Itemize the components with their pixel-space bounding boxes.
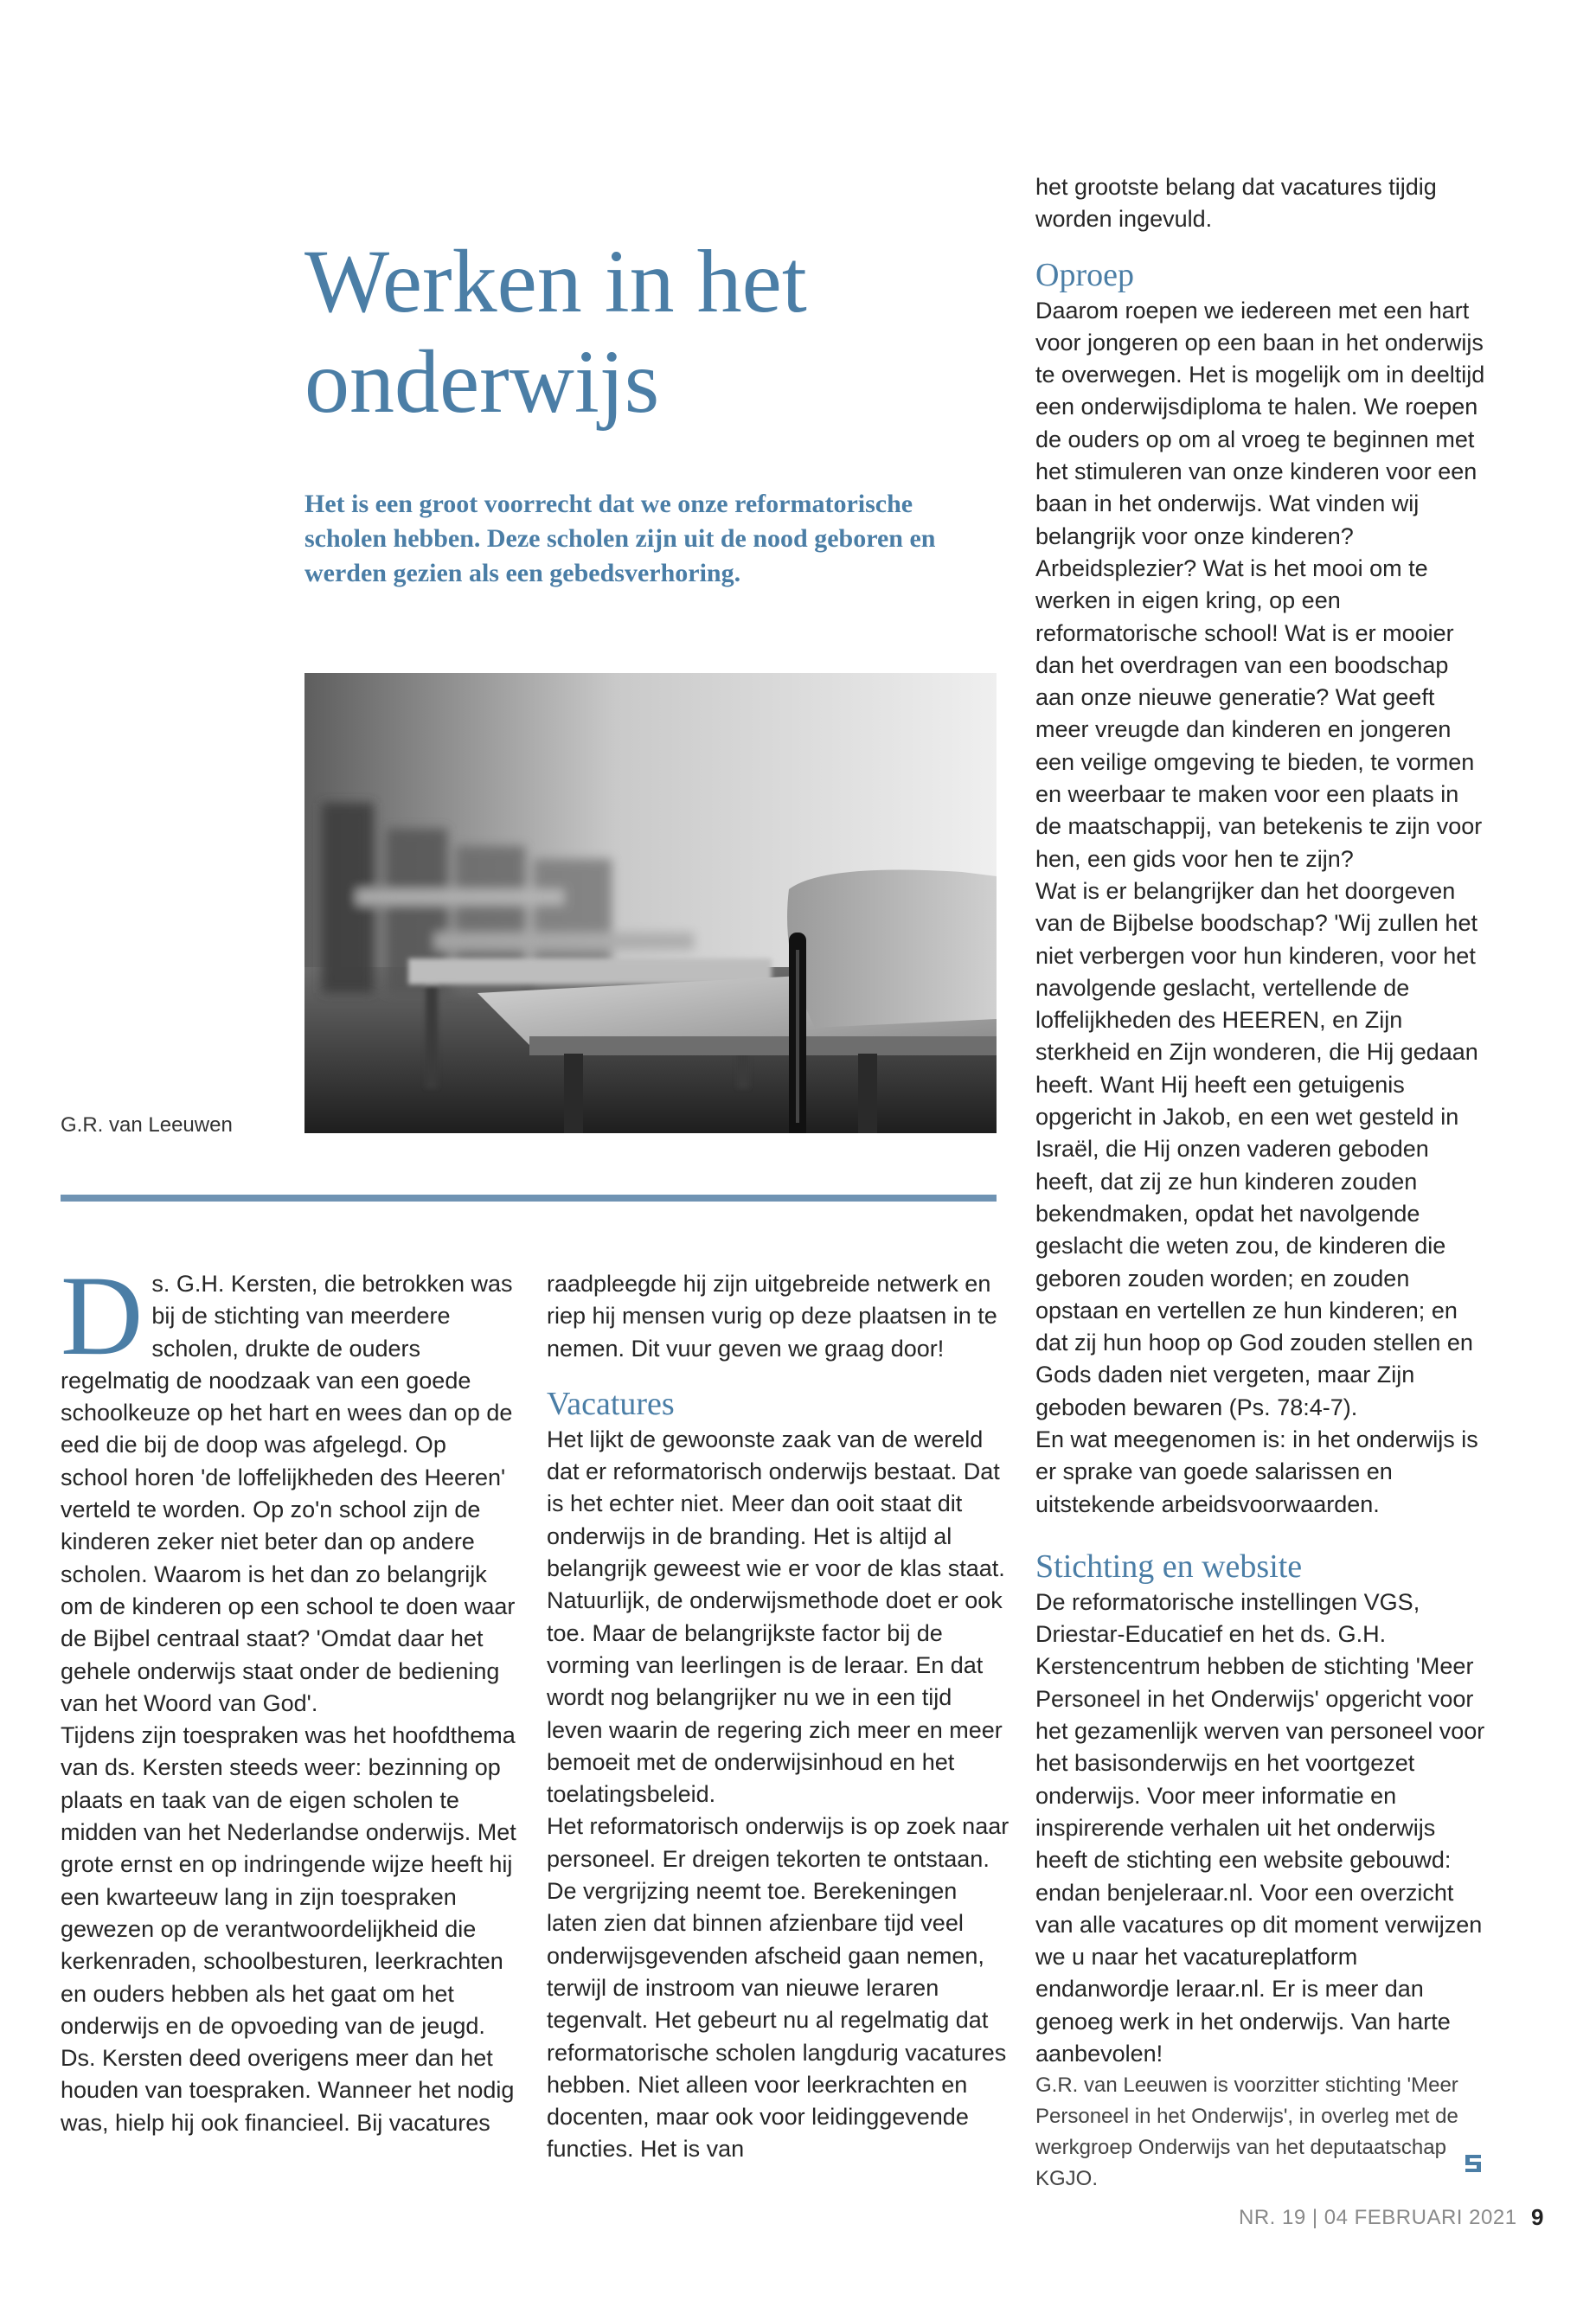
heading-vacatures: Vacatures bbox=[547, 1385, 675, 1422]
title-line-2: onderwijs bbox=[304, 332, 660, 432]
article-column-2 bbox=[547, 1268, 1014, 2166]
col3-paragraph-4: En wat meegenomen is: in het onderwijs is er sprake van goede salarissen en uitstekende arbeidsvoorwaarden. bbox=[1035, 1426, 1478, 1517]
title-line-1: Werken in het bbox=[304, 232, 807, 331]
drop-cap: D bbox=[61, 1252, 144, 1379]
col1-paragraph-1: s. G.H. Kersten, die betrokken was bij de stichting van meerdere scholen, drukte de ouders regelmatig de noodzaak van een goede schoolkeuze op het hart en wees dan op de eed die bij de doop was afgelegd. Op school horen 'de loffelijkheden des Heeren' verteld te worden. Op zo'n school zijn de kinderen zeker niet beter dan op andere scholen. Waarom is het dan zo belangrijk om de kinderen op een school te doen waar de Bijbel centraal staat? 'Omdat daar het gehele onderwijs staat onder de bediening van het Woord van God'. bbox=[61, 1271, 516, 1716]
photo-illustration bbox=[304, 673, 997, 1133]
col3-paragraph-2: Daarom roepen we iedereen met een hart voor jongeren op een baan in het onderwijs te overwegen. Het is mogelijk om in deeltijd een onderwijsdiploma te halen. We roepen de ouders op om al vroeg te beginnen met het stimuleren van onze kinderen voor een baan in het onderwijs. Wat vinden wij belangrijk voor onze kinderen? Arbeidsplezier? Wat is het mooi om te werken in eigen kring, op een reformatorische school! Wat is er mooier dan het overdragen van een boodschap aan onze nieuwe generatie? Wat geeft meer vreugde dan kinderen en jongeren een veilige omgeving te bieden, te vormen en weerbaar te maken voor een plaats in de maatschappij, van betekenis te zijn voor hen, een gids voor hen te zijn? bbox=[1035, 297, 1485, 872]
col3-paragraph-5: De reformatorische instellingen VGS, Driestar-Educatief en het ds. G.H. Kerstencentrum hebben de stichting 'Meer Personeel in het Onderwijs' opgericht voor het gezamenlijk werven van personeel voor het basisonderwijs en het voortgezet onderwijs. Voor meer informatie en inspirerende verhalen uit het onderwijs heeft de stichting een website gebouwd: endan benjeleraar.nl. Voor een overzicht van alle vacatures op dit moment verwijzen we u naar het vacatureplatform endanwordje leraar.nl. Er is meer dan genoeg werk in het onderwijs. Van harte aanbevolen! bbox=[1035, 1588, 1485, 2067]
col1-paragraph-3: Ds. Kersten deed overigens meer dan het houden van toespraken. Wanneer het nodig was, hielp hij ook financieel. Bij vacatures bbox=[61, 2045, 515, 2136]
page-number: 9 bbox=[1531, 2204, 1544, 2230]
col3-paragraph-3: Wat is er belangrijker dan het doorgeven van de Bijbelse boodschap? 'Wij zullen het niet verbergen voor hun kinderen, voor het navolgende geslacht, vertellende de loffelijkheden des HEEREN, en Zijn sterkheid en Zijn wonderen, die Hij gedaan heeft. Want Hij heeft een getuigenis opgericht in Jakob, en een wet gesteld in Israël, die Hij onzen vaderen geboden heeft, dat zij ze hun kinderen zouden bekendmaken, opdat het navolgende geslacht die weten zou, de kinderen die geboren zouden worden; en zouden opstaan en vertellen ze hun kinderen; en dat zij hun hoop op God zouden stellen en Gods daden niet vergeten, maar Zijn geboden bewaren (Ps. 78:4-7). bbox=[1035, 877, 1478, 1420]
classroom-photo bbox=[304, 673, 997, 1133]
col1-paragraph-2: Tijdens zijn toespraken was het hoofdthema van ds. Kersten steeds weer: bezinning op plaats en taak van de eigen scholen te midden van het Nederlandse onderwijs. Met grote ernst en op indringende wijze heeft hij een kwarteeuw lang in zijn toespraken gewezen op de verantwoordelijkheid die kerkenraden, schoolbesturen, leerkrachten en ouders hebben als het gaat om het onderwijs en de opvoeding van de jeugd. bbox=[61, 1722, 516, 2039]
author-byline: G.R. van Leeuwen bbox=[61, 1113, 233, 1137]
author-bio: G.R. van Leeuwen is voorzitter stichting 'Meer Personeel in het Onderwijs', in overleg met de werkgroep Onderwijs van het deputaatschap KGJO. bbox=[1035, 2073, 1458, 2191]
col2-paragraph-1: raadpleegde hij zijn uitgebreide netwerk en riep hij mensen vurig op deze plaatsen in te nemen. Dit vuur geven we graag door! bbox=[547, 1271, 997, 1362]
end-of-article-icon bbox=[1463, 2152, 1484, 2175]
article-column-3 bbox=[1035, 171, 1485, 2195]
article-column-1 bbox=[61, 1252, 519, 2139]
col3-paragraph-1: het grootste belang dat vacatures tijdig worden ingevuld. bbox=[1035, 174, 1437, 233]
heading-oproep: Oproep bbox=[1035, 256, 1134, 293]
section-divider bbox=[61, 1195, 997, 1202]
article-intro: Het is een groot voorrecht dat we onze reformatorische scholen hebben. Deze scholen zijn uit de nood geboren en werden gezien als een gebedsverhoring. bbox=[304, 490, 936, 587]
col2-paragraph-3: Het reformatorisch onderwijs is op zoek naar personeel. Er dreigen tekorten te ontstaan. De vergrijzing neemt toe. Berekeningen laten zien dat binnen afzienbare tijd veel onderwijsgevenden afscheid gaan nemen, terwijl de instroom van nieuwe leraren tegenvalt. Het gebeurt nu al regelmatig dat reformatorische scholen langdurig vacatures hebben. Niet alleen voor leerkrachten en docenten, maar ook voor leidinggevende functies. Het is van bbox=[547, 1813, 1010, 2163]
article-title bbox=[304, 232, 1014, 433]
col2-paragraph-2: Het lijkt de gewoonste zaak van de wereld dat er reformatorisch onderwijs bestaat. Dat is het echter niet. Meer dan ooit staat dit onderwijs in de branding. Het is altijd al belangrijk geweest wie er voor de klas staat. Natuurlijk, de onderwijsmethode doet er ook toe. Maar de belangrijkste factor bij de vorming van leerlingen is de leraar. En dat wordt nog belangrijker nu we in een tijd leven waarin de regering zich meer en meer bemoeit met de onderwijsinhoud en het toelatingsbeleid. bbox=[547, 1426, 1005, 1808]
heading-stichting: Stichting en website bbox=[1035, 1548, 1303, 1585]
issue-info: NR. 19 | 04 FEBRUARI 2021 bbox=[1239, 2206, 1517, 2229]
